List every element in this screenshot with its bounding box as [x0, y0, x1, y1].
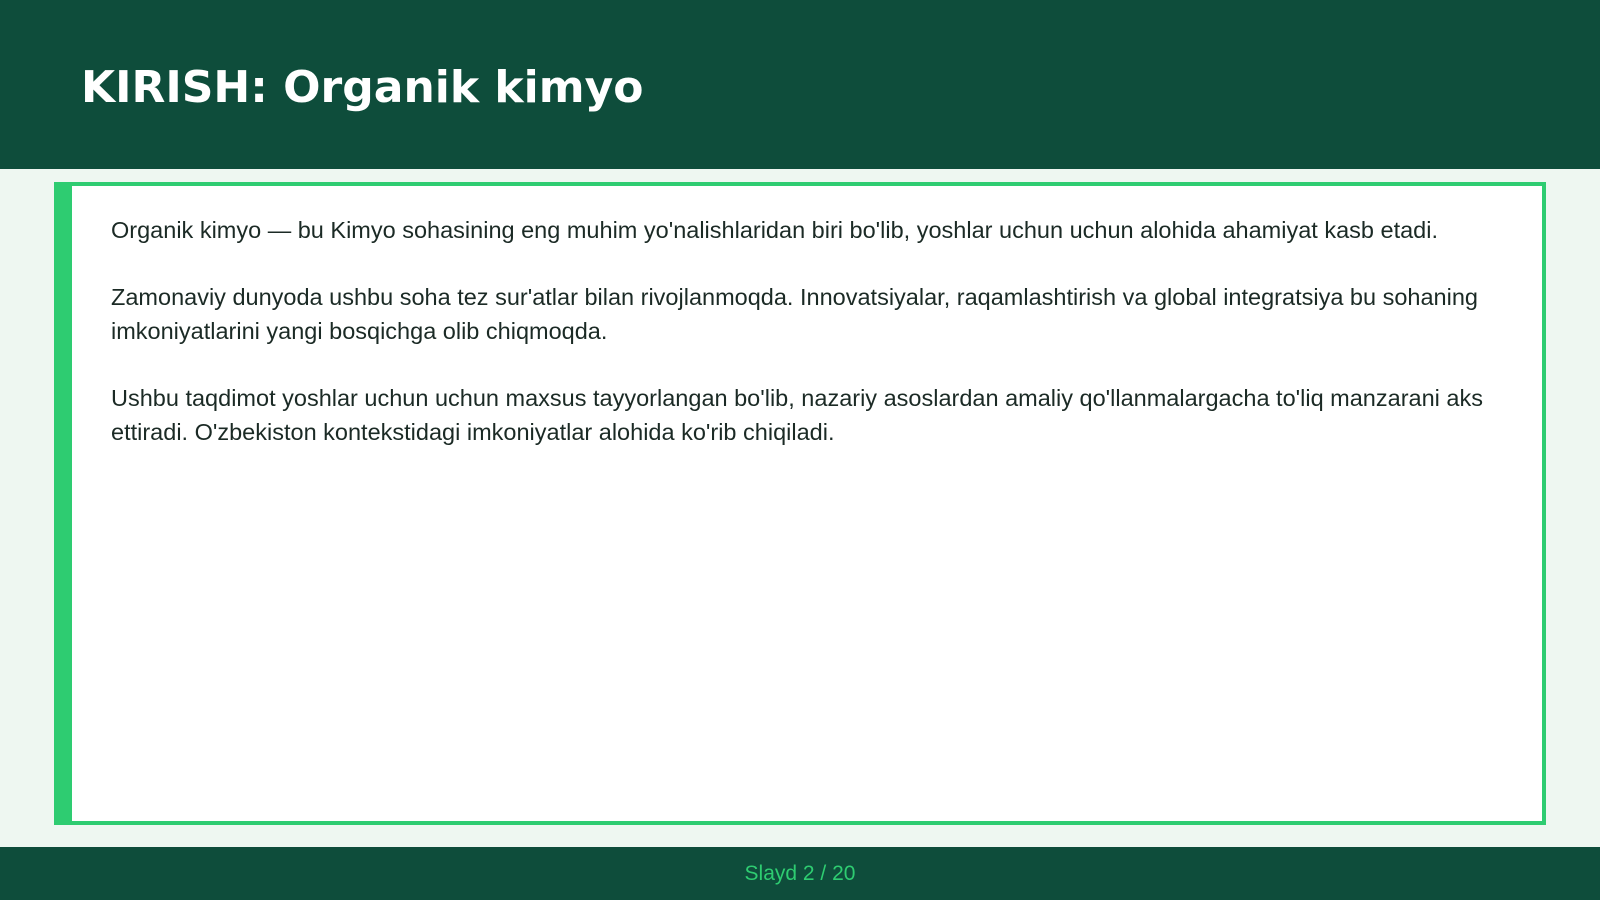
paragraph-presentation-purpose: Ushbu taqdimot yoshlar uchun uchun maxsus tayyorlangan bo'lib, nazariy asoslardan amaliy qo'llanmalargacha to'liq manzarani aks ettiradi. O'zbekiston kontekstidagi imkoniyatlar alohida ko'rib chiqiladi. [111, 385, 1483, 445]
slide-header [0, 0, 1600, 169]
content-card [54, 182, 1546, 825]
paragraph-intro: Organik kimyo — bu Kimyo sohasining eng muhim yo'nalishlaridan biri bo'lib, yoshlar uchun uchun alohida ahamiyat kasb etadi. [111, 217, 1438, 243]
content-text [111, 213, 1511, 482]
slide-footer [0, 847, 1600, 900]
slide-number: Slayd 2 / 20 [744, 862, 856, 885]
slide-title: KIRISH: Organik kimyo [81, 62, 644, 113]
paragraph-modern-world: Zamonaviy dunyoda ushbu soha tez sur'atlar bilan rivojlanmoqda. Innovatsiyalar, raqamlashtirish va global integratsiya bu sohaning imkoniyatlarini yangi bosqichga olib chiqmoqda. [111, 284, 1478, 344]
